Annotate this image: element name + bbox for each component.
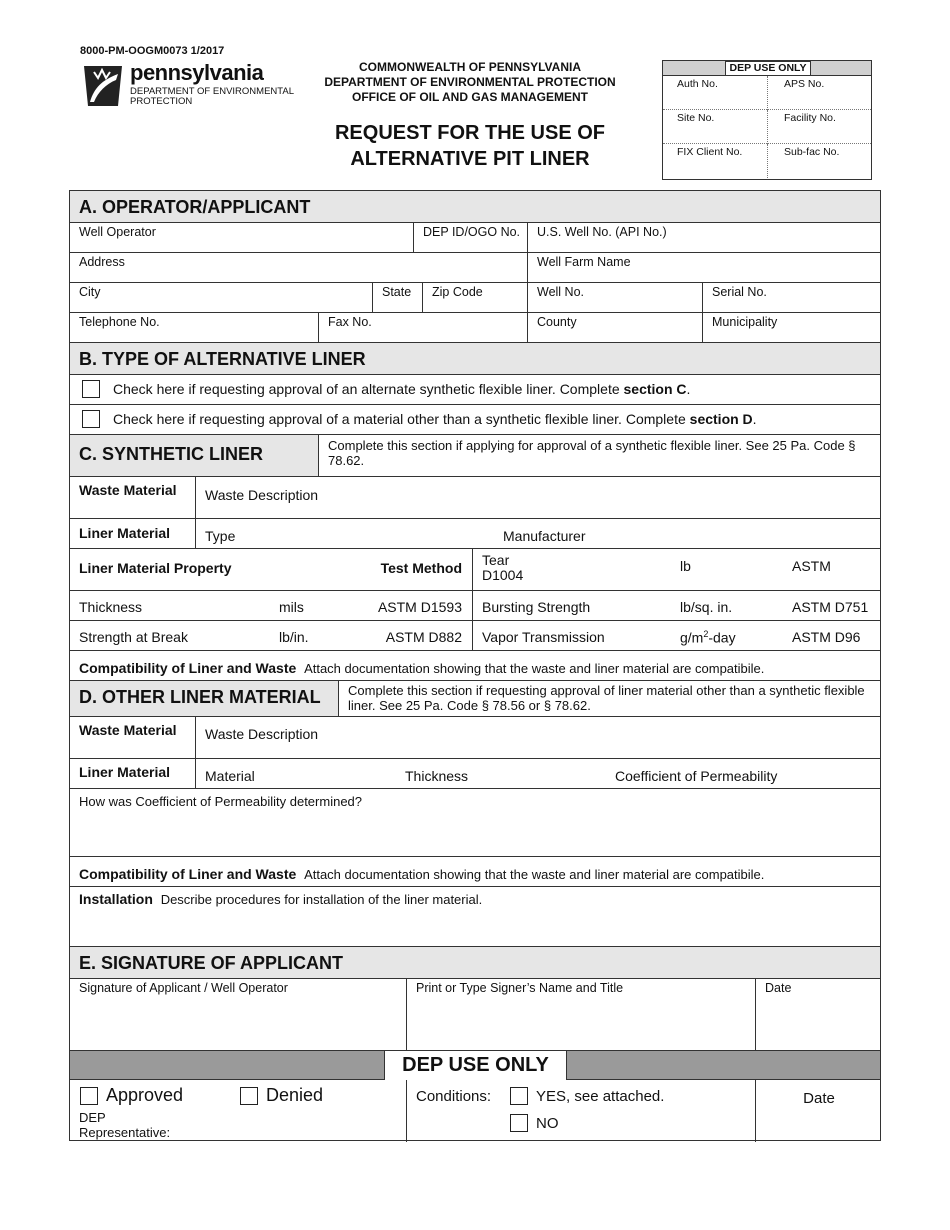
break-method: ASTM D882	[385, 629, 462, 645]
section-c-title: C. SYNTHETIC LINER	[70, 435, 318, 476]
approved-checkbox[interactable]	[80, 1087, 98, 1105]
fax-field[interactable]: Fax No.	[318, 313, 527, 342]
vapor-unit-pre: g/m	[680, 629, 704, 646]
conditions-yes-checkbox[interactable]	[510, 1087, 528, 1105]
option2-period: .	[752, 411, 757, 427]
denied-label: Denied	[266, 1085, 324, 1105]
telephone-field[interactable]: Telephone No.	[79, 315, 160, 329]
address-field[interactable]: Address	[79, 255, 125, 269]
vapor-unit	[672, 621, 782, 650]
strength-at-break-label[interactable]: Strength at Break	[79, 629, 188, 645]
vapor-transmission-label[interactable]: Vapor Transmission	[472, 621, 672, 650]
c-manufacturer-field[interactable]: Manufacturer	[503, 528, 586, 544]
logo-department	[130, 87, 294, 107]
title-line1: REQUEST FOR THE USE OF	[334, 122, 606, 144]
section-a-row2	[70, 253, 880, 283]
test-method-label: Test Method	[380, 560, 462, 576]
section-b-option2	[70, 405, 880, 435]
logo-dept-line1: DEPARTMENT OF ENVIRONMENTAL	[130, 86, 294, 97]
other-material-checkbox[interactable]	[82, 410, 100, 428]
option1-period: .	[686, 381, 691, 397]
d-liner-material-label: Liner Material	[79, 764, 171, 780]
synthetic-liner-checkbox[interactable]	[82, 380, 100, 398]
signature-date-field[interactable]: Date	[755, 979, 882, 1050]
tear-astm: ASTM	[792, 558, 831, 574]
form-number: 8000-PM-OOGM0073 1/2017	[80, 45, 225, 57]
well-operator-field[interactable]: Well Operator	[79, 225, 156, 239]
section-c-property-header	[70, 549, 880, 591]
section-b-header: B. TYPE OF ALTERNATIVE LINER	[70, 343, 880, 375]
install-label: Installation	[79, 891, 153, 907]
municipality-field[interactable]: Municipality	[702, 313, 882, 342]
d-compatibility	[70, 857, 880, 886]
tear-method: D1004	[482, 567, 524, 583]
c-waste-material-label: Waste Material	[79, 482, 177, 498]
bursting-method: ASTM D751	[792, 599, 869, 615]
section-d-liner-row	[70, 759, 880, 789]
section-d-header-row	[70, 681, 880, 717]
subfac-no-field[interactable]: Sub-fac No.	[767, 144, 871, 178]
serial-no-field[interactable]: Serial No.	[702, 283, 882, 312]
city-field[interactable]: City	[79, 285, 101, 299]
synthetic-liner-option-text	[104, 375, 690, 404]
agency-line3: OFFICE OF OIL AND GAS MANAGEMENT	[352, 90, 588, 104]
conditions-no-label: NO	[536, 1115, 559, 1132]
main-form	[69, 190, 881, 1141]
pa-dep-logo	[80, 62, 300, 112]
logo-wordmark: pennsylvania	[130, 60, 264, 85]
d-material-field[interactable]: Material	[195, 759, 395, 788]
liner-property-label: Liner Material Property	[79, 560, 232, 576]
dep-use-only-bar	[70, 1051, 880, 1080]
section-d-install-row	[70, 887, 880, 947]
section-c-break-row	[70, 621, 880, 651]
dep-rep-line2: Representative:	[79, 1125, 171, 1140]
dep-rep-line1: DEP	[79, 1110, 106, 1125]
section-c-thickness-row	[70, 591, 880, 621]
facility-no-field[interactable]: Facility No.	[767, 110, 871, 144]
denied-checkbox[interactable]	[240, 1087, 258, 1105]
section-d-title: D. OTHER LINER MATERIAL	[70, 681, 338, 716]
dep-representative-field[interactable]	[79, 1110, 170, 1140]
section-e-header: E. SIGNATURE OF APPLICANT	[70, 947, 880, 979]
section-d-waste-row	[70, 717, 880, 759]
tear-text: Tear	[482, 552, 510, 568]
agency-line1: COMMONWEALTH OF PENNSYLVANIA	[359, 60, 581, 74]
vapor-unit-post: -day	[708, 629, 736, 646]
d-permeability-field[interactable]: Coefficient of Permeability	[615, 768, 778, 784]
section-d-instructions: Complete this section if requesting approval of liner material other than a synthetic flexible liner. See 25 Pa. Code § 78.56 or § 78.62.	[338, 681, 882, 716]
option2-section-ref: section D	[689, 411, 753, 427]
option2-text: Check here if requesting approval of a material other than a synthetic flexible liner. Complete	[113, 411, 690, 427]
tear-unit: lb	[680, 558, 691, 574]
section-b-option1	[70, 375, 880, 405]
c-compatibility	[70, 651, 880, 680]
signature-field[interactable]: Signature of Applicant / Well Operator	[79, 981, 288, 995]
state-field[interactable]: State	[372, 283, 422, 312]
aps-no-field[interactable]: APS No.	[767, 76, 871, 110]
c-compat-label: Compatibility of Liner and Waste	[79, 660, 297, 676]
section-c-waste-row	[70, 477, 880, 519]
section-d-how-row	[70, 789, 880, 857]
dep-box-header	[663, 61, 871, 76]
keystone-logo-icon	[80, 62, 126, 110]
section-c-liner-row	[70, 519, 880, 549]
d-thickness-field[interactable]: Thickness	[405, 768, 469, 784]
form-title	[300, 120, 640, 172]
bursting-unit: lb/sq. in.	[680, 599, 733, 615]
thickness-method: ASTM D1593	[377, 599, 462, 615]
us-well-no-field[interactable]: U.S. Well No. (API No.)	[527, 223, 882, 252]
decision-cell	[70, 1080, 406, 1142]
dep-box-title: DEP USE ONLY	[725, 61, 811, 76]
dep-use-only-box	[662, 60, 872, 180]
section-c-header-row	[70, 435, 880, 477]
option1-text: Check here if requesting approval of an alternate synthetic flexible liner. Complete	[113, 381, 624, 397]
installation-field[interactable]	[70, 887, 880, 946]
section-c-instructions: Complete this section if applying for approval of a synthetic flexible liner. See 25 Pa. Code § 78.62.	[318, 435, 882, 476]
conditions-label: Conditions:	[416, 1088, 492, 1105]
section-e-signature-row	[70, 979, 880, 1051]
permeability-determination-field[interactable]: How was Coefficient of Permeability determined?	[79, 794, 363, 809]
vapor-unit-sup: 2	[703, 629, 709, 639]
section-d-compat-row	[70, 857, 880, 887]
title-line2: ALTERNATIVE PIT LINER	[350, 148, 590, 170]
conditions-yes-label: YES, see attached.	[536, 1088, 665, 1105]
thickness-unit: mils	[279, 599, 304, 615]
vapor-method: ASTM D96	[792, 629, 861, 645]
dep-date-field[interactable]: Date	[755, 1080, 882, 1142]
logo-dept-line2: PROTECTION	[130, 96, 193, 107]
c-compat-text: Attach documentation showing that the waste and liner material are compatibile.	[304, 661, 765, 676]
c-waste-description-field[interactable]: Waste Description	[195, 477, 882, 518]
d-compat-label: Compatibility of Liner and Waste	[79, 866, 297, 882]
dep-decision-row	[70, 1080, 880, 1142]
county-field[interactable]: County	[527, 313, 702, 342]
zip-code-field[interactable]: Zip Code	[422, 283, 527, 312]
section-a-row4	[70, 313, 880, 343]
print-name-field[interactable]: Print or Type Signer’s Name and Title	[406, 979, 755, 1050]
section-a-row1	[70, 223, 880, 253]
approved-label: Approved	[106, 1085, 184, 1105]
tear-label	[472, 549, 672, 590]
other-material-option-text	[104, 405, 757, 434]
d-waste-material-label: Waste Material	[79, 722, 177, 738]
dep-use-only-label: DEP USE ONLY	[384, 1051, 567, 1080]
install-text: Describe procedures for installation of the liner material.	[160, 892, 483, 907]
d-compat-text: Attach documentation showing that the waste and liner material are compatibile.	[304, 867, 765, 882]
section-a-header: A. OPERATOR/APPLICANT	[70, 191, 880, 223]
agency-block	[300, 60, 640, 105]
c-type-field[interactable]: Type	[195, 519, 495, 548]
section-c-compat-row	[70, 651, 880, 681]
dep-id-field[interactable]: DEP ID/OGO No.	[413, 223, 527, 252]
d-waste-description-field[interactable]: Waste Description	[195, 717, 882, 758]
option1-section-ref: section C	[623, 381, 687, 397]
conditions-no-checkbox[interactable]	[510, 1114, 528, 1132]
site-no-field[interactable]: Site No.	[663, 110, 767, 144]
break-unit: lb/in.	[279, 629, 309, 645]
thickness-label[interactable]: Thickness	[79, 599, 143, 615]
section-a-row3	[70, 283, 880, 313]
c-liner-material-label: Liner Material	[79, 525, 171, 541]
bursting-strength-label[interactable]: Bursting Strength	[472, 591, 672, 620]
well-no-field[interactable]: Well No.	[527, 283, 702, 312]
agency-line2: DEPARTMENT OF ENVIRONMENTAL PROTECTION	[324, 75, 616, 89]
auth-no-field[interactable]: Auth No.	[663, 76, 767, 110]
fix-client-no-field[interactable]: FIX Client No.	[677, 146, 743, 158]
well-farm-name-field[interactable]: Well Farm Name	[527, 253, 882, 282]
conditions-cell	[406, 1080, 755, 1142]
